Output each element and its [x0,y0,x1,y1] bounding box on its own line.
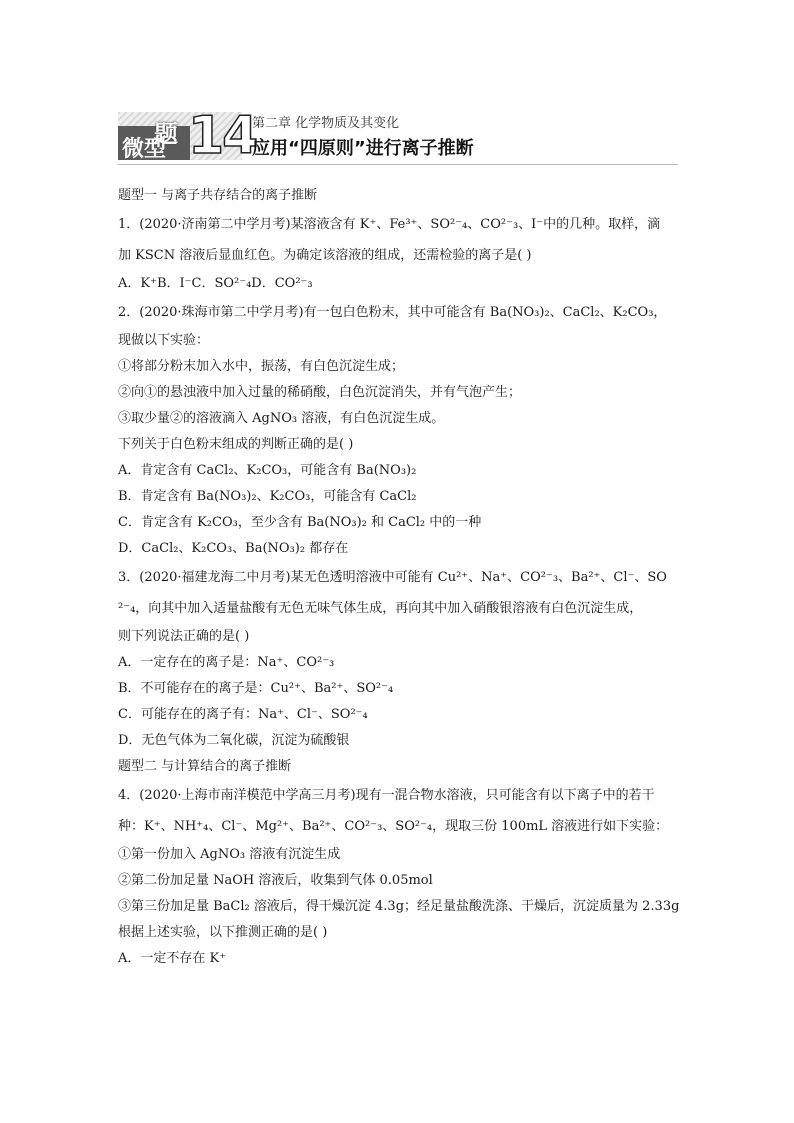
text-line: C．肯定含有 K₂CO₃，至少含有 Ba(NO₃)₂ 和 CaCl₂ 中的一种 [118,515,482,530]
text-line: ②第二份加足量 NaOH 溶液后，收集到气体 0.05mol [118,873,433,888]
text-line: 3．(2020·福建龙海二中月考)某无色透明溶液中可能有 Cu²⁺、Na⁺、CO²⁻₃、Ba²⁺、Cl⁻、SO [118,570,667,585]
text-line: 下列关于白色粉末组成的判断正确的是( ) [118,437,354,452]
text-line: C．可能存在的离子有：Na⁺、Cl⁻、SO²⁻₄ [118,707,368,722]
document-body [118,183,684,972]
text-line: 根据上述实验，以下推测正确的是( ) [118,925,328,940]
section-heading: 题型一 与离子共存结合的离子推断 [118,188,318,203]
text-line: A．一定不存在 K⁺ [118,951,227,966]
text-line: ③第三份加足量 BaCl₂ 溶液后，得干燥沉淀 4.3g；经足量盐酸洗涤、干燥后，沉淀质量为 2.33g [118,899,680,914]
text-line: B．肯定含有 Ba(NO₃)₂、K₂CO₃，可能含有 CaCl₂ [118,489,417,504]
text-line: D．CaCl₂、K₂CO₃、Ba(NO₃)₂ 都存在 [118,541,349,556]
badge-label-bottom: 微型 [122,137,167,162]
chapter-title: 第二章 化学物质及其变化 [252,116,400,131]
text-line: ③取少量②的溶液滴入 AgNO₃ 溶液，有白色沉淀生成。 [118,411,445,426]
page-header [118,108,678,166]
topic-number-badge [118,106,257,166]
text-line: ²⁻₄，向其中加入适量盐酸有无色无味气体生成，再向其中加入硝酸银溶液有白色沉淀生成， [118,601,643,616]
text-line: 则下列说法正确的是( ) [118,629,250,644]
text-line: D．无色气体为二氧化碳，沉淀为硫酸银 [118,733,350,748]
text-line: 1．(2020·济南第二中学月考)某溶液含有 K⁺、Fe³⁺、SO²⁻₄、CO²⁻₃、I⁻中的几种。取样，滴 [118,217,661,232]
text-line: A．肯定含有 CaCl₂、K₂CO₃，可能含有 Ba(NO₃)₂ [118,463,417,478]
badge-label-top: 题 [154,120,178,148]
text-line: ①第一份加入 AgNO₃ 溶液有沉淀生成 [118,847,341,862]
text-line: 种：K⁺、NH⁺₄、Cl⁻、Mg²⁺、Ba²⁺、CO²⁻₃、SO²⁻₄，现取三份 100mL 溶液进行如下实验： [118,819,669,834]
text-line: 现做以下实验： [118,333,210,348]
section-heading: 题型二 与计算结合的离子推断 [118,759,292,774]
text-line: B．不可能存在的离子是：Cu²⁺、Ba²⁺、SO²⁻₄ [118,681,394,696]
header-divider [118,164,678,165]
text-line: A．K⁺B．I⁻C．SO²⁻₄D．CO²⁻₃ [118,276,313,291]
text-line: A．一定存在的离子是：Na⁺、CO²⁻₃ [118,655,335,670]
text-line: ①将部分粉末加入水中，振荡，有白色沉淀生成； [118,359,405,374]
text-line: 4．(2020·上海市南洋模范中学高三月考)现有一混合物水溶液，只可能含有以下离子中的若干 [118,788,655,803]
text-line: 2．(2020·珠海市第二中学月考)有一包白色粉末，其中可能含有 Ba(NO₃)₂、CaCl₂、K₂CO₃， [118,305,667,320]
topic-title: 应用“四原则”进行离子推断 [252,138,474,159]
text-line: 加 KSCN 溶液后显血红色。为确定该溶液的组成，还需检验的离子是( ) [118,248,532,263]
badge-number: 14 [188,106,257,166]
text-line: ②向①的悬浊液中加入过量的稀硝酸，白色沉淀消失，并有气泡产生； [118,385,522,400]
